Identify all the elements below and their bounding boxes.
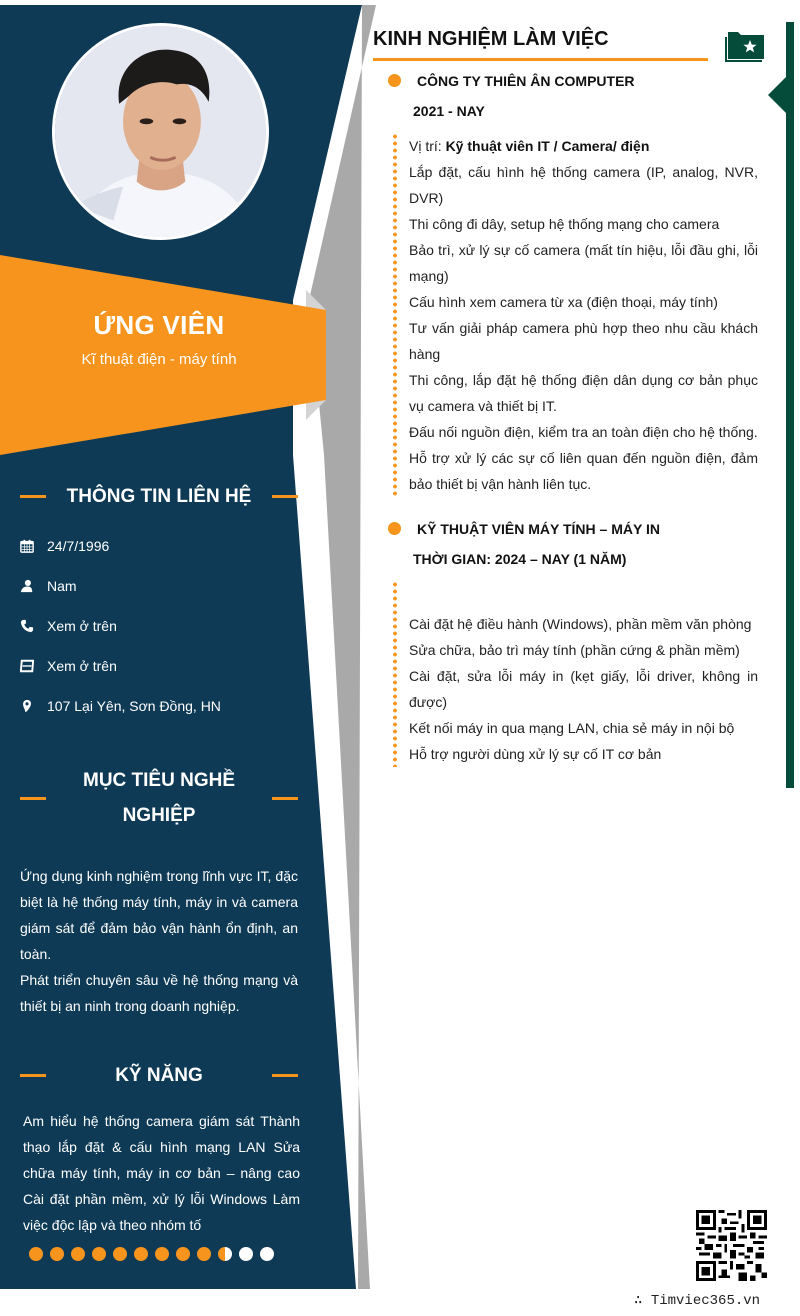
objective-title-line1: MỤC TIÊU NGHỀ	[83, 770, 235, 791]
contact-gender	[20, 566, 290, 606]
job-duty: Hỗ trợ người dùng xử lý sự cố IT cơ bản	[409, 746, 662, 762]
birthday-value: 24/7/1996	[47, 538, 110, 554]
contact-section-header	[20, 479, 298, 514]
contact-title: THÔNG TIN LIÊN HỆ	[66, 486, 252, 507]
rating-dot-half	[218, 1247, 232, 1261]
divider-right	[272, 495, 298, 498]
job-duty: Lắp đặt, cấu hình hệ thống camera (IP, analog, NVR, DVR)	[409, 164, 758, 206]
divider-left	[20, 797, 46, 800]
timeline-bullet	[388, 522, 401, 535]
rating-dot-empty	[260, 1247, 274, 1261]
contact-birthday	[20, 526, 290, 566]
skills-section-header	[20, 1058, 298, 1093]
objective-paragraph-1: Ứng dụng kinh nghiệm trong lĩnh vực IT, đặc biệt là hệ thống máy tính, máy in và camera giám sát để đảm bảo vận hành ổn định, an toàn.	[20, 868, 298, 962]
rating-dot-full	[176, 1247, 190, 1261]
job-duty: Cài đặt, sửa lỗi máy in (kẹt giấy, lỗi driver, không in được)	[409, 668, 758, 710]
rating-dot-full	[155, 1247, 169, 1261]
experience-item	[388, 519, 758, 767]
job-duty: Đấu nối nguồn điện, kiểm tra an toàn điện cho hệ thống.	[409, 424, 758, 440]
user-icon	[20, 579, 47, 593]
phone-icon	[20, 619, 47, 633]
rating-dot-full	[113, 1247, 127, 1261]
email-value: Xem ở trên	[47, 658, 117, 674]
location-icon	[20, 699, 47, 713]
job-period: THỜI GIAN: 2024 – NAY (1 NĂM)	[413, 551, 627, 567]
skill-rating	[29, 1247, 274, 1261]
address-value: 107 Lại Yên, Sơn Đồng, HN	[47, 698, 221, 714]
rating-dot-full	[71, 1247, 85, 1261]
contact-phone	[20, 606, 290, 646]
timeline-dotted-line	[393, 133, 397, 497]
experience-title: KINH NGHIỆM LÀM VIỆC	[373, 28, 609, 50]
objective-title	[46, 763, 272, 833]
skills-text: Am hiểu hệ thống camera giám sát Thành thạo lắp đặt & cấu hình mạng LAN Sửa chữa máy tính, máy in cơ bản – nâng cao Cài đặt phần mềm, xử lý lỗi Windows Làm việc độc lập và theo nhóm tố	[23, 1113, 300, 1233]
position-value: Kỹ thuật viên IT / Camera/ điện	[445, 138, 650, 154]
job-details	[388, 133, 758, 497]
gender-value: Nam	[47, 578, 77, 594]
divider-left	[20, 495, 46, 498]
job-duty: Hỗ trợ xử lý các sự cố liên quan đến nguồn điện, đảm bảo thiết bị vận hành liên tục.	[409, 450, 758, 492]
contact-list	[20, 526, 290, 726]
company-name: CÔNG TY THIÊN ÂN COMPUTER	[417, 73, 635, 89]
job-details	[388, 581, 758, 767]
timeline-bullet	[388, 74, 401, 87]
candidate-photo	[55, 26, 266, 237]
job-duty: Cài đặt hệ điều hành (Windows), phần mềm văn phòng	[409, 616, 752, 632]
email-icon	[20, 659, 47, 673]
decorative-side-rail	[786, 22, 794, 788]
objective-text	[20, 863, 298, 1019]
job-duty: Bảo trì, xử lý sự cố camera (mất tín hiệu, lỗi đầu ghi, lỗi mạng)	[409, 242, 758, 284]
job-duty: Kết nối máy in qua mạng LAN, chia sẻ máy in nội bộ	[409, 720, 735, 736]
calendar-icon	[20, 539, 47, 553]
divider-left	[20, 1074, 46, 1077]
objective-paragraph-2: Phát triển chuyên sâu về hệ thống mạng và thiết bị an ninh trong doanh nghiệp.	[20, 972, 298, 1014]
candidate-name: ỨNG VIÊN	[93, 310, 225, 340]
rating-dot-full	[92, 1247, 106, 1261]
rating-dot-full	[29, 1247, 43, 1261]
rating-dot-full	[50, 1247, 64, 1261]
folder-star-icon	[724, 28, 766, 64]
timeline-dotted-line	[393, 581, 397, 767]
avatar	[52, 23, 269, 240]
experience-underline	[373, 58, 708, 61]
position-label: Vị trí:	[409, 138, 446, 154]
job-duty: Cấu hình xem camera từ xa (điện thoại, máy tính)	[409, 294, 718, 310]
skills-title: KỸ NĂNG	[115, 1065, 203, 1086]
contact-address	[20, 686, 290, 726]
divider-right	[272, 1074, 298, 1077]
job-duty: Thi công đi dây, setup hệ thống mạng cho camera	[409, 216, 720, 232]
experience-item	[388, 71, 758, 497]
decorative-side-notch	[768, 75, 788, 115]
job-period: 2021 - NAY	[413, 103, 485, 119]
job-position	[409, 133, 758, 159]
brand-watermark[interactable]: ∴ Timviec365.vn	[634, 1293, 761, 1309]
rating-dot-full	[134, 1247, 148, 1261]
job-duty: Thi công, lắp đặt hệ thống điện dân dụng cơ bản phục vụ camera và thiết bị IT.	[409, 372, 758, 414]
objective-section-header	[20, 763, 298, 833]
experience-section-header	[373, 26, 708, 61]
name-block	[0, 310, 318, 368]
rating-dot-full	[197, 1247, 211, 1261]
divider-right	[272, 797, 298, 800]
company-name: KỸ THUẬT VIÊN MÁY TÍNH – MÁY IN	[417, 521, 660, 537]
objective-title-line2: NGHIỆP	[122, 805, 196, 826]
qr-code[interactable]	[696, 1210, 767, 1281]
job-duty: Sửa chữa, bảo trì máy tính (phần cứng & phần mềm)	[409, 642, 740, 658]
phone-value: Xem ở trên	[47, 618, 117, 634]
contact-email	[20, 646, 290, 686]
job-duty: Tư vấn giải pháp camera phù hợp theo nhu cầu khách hàng	[409, 320, 758, 362]
rating-dot-empty	[239, 1247, 253, 1261]
candidate-job-title: Kĩ thuật điện - máy tính	[81, 351, 237, 368]
